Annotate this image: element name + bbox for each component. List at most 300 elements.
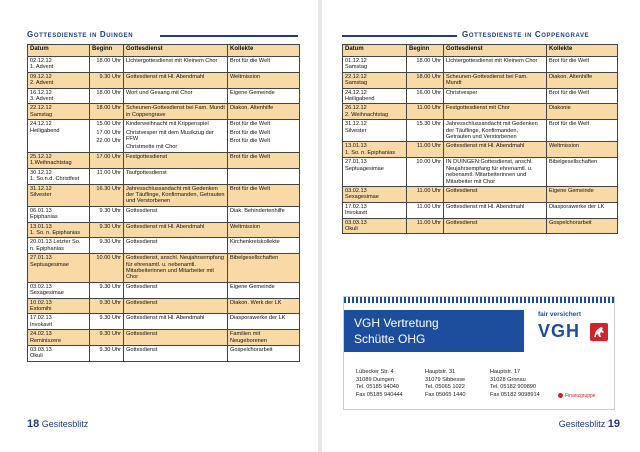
cell-date [28, 57, 90, 73]
cell-line: Eigene Gemeinde [549, 187, 594, 194]
cell-date [28, 72, 90, 88]
cell-line: 03.02.13 [30, 283, 52, 290]
cell-line: Sexagesimae [30, 290, 64, 297]
cell-line: Invokavit [345, 210, 368, 217]
cell-line: 24.12.12 [30, 121, 52, 128]
cell-line: Lichtergottesdienst mit Kleinem Chor [126, 58, 218, 64]
right-heading-rule [342, 35, 457, 37]
cell-time [90, 72, 124, 88]
cell-line: Brot für die Welt [230, 58, 271, 64]
cell-service [124, 222, 228, 238]
cell-time [90, 346, 124, 362]
cell-line: 30.12.12 [30, 169, 52, 176]
cell-line: 1.Weihnachtstag [30, 160, 72, 167]
cell-line: Festgottesdienst mit Chor [446, 105, 510, 112]
table-row [343, 72, 618, 88]
cell-line: Jahresschlussandacht mit Gedenken der Täuflinge, Konfirmanden, Getrauten und Verstorbenen [126, 185, 225, 205]
cell-line: 10.00 Uhr [96, 255, 121, 262]
right-page-label: Gesitesblitz [558, 419, 606, 429]
column-header: Datum [28, 45, 90, 57]
cell-line: Weltmission [230, 223, 261, 230]
cell-line: Weltmission [549, 143, 580, 150]
table-row [28, 57, 300, 73]
cell-line: 16.12.12 [30, 89, 52, 96]
cell-line: Brot für die Welt [549, 89, 590, 96]
cell-coll [547, 72, 618, 88]
cell-coll [228, 88, 300, 104]
cell-line: 18.00 Uhr [96, 58, 121, 64]
cell-time [90, 57, 124, 73]
cell-date [28, 88, 90, 104]
table-row [28, 152, 300, 168]
cell-line: 24.12.12 [345, 89, 367, 96]
cell-line: 11.00 Uhr [416, 105, 441, 112]
cell-time [407, 158, 444, 187]
cell-line: 27.01.13 [345, 159, 367, 166]
cell-date [28, 152, 90, 168]
vgh-brand [532, 309, 612, 355]
cell-date [28, 184, 90, 206]
cell-line: Okuli [30, 353, 43, 360]
cell-line: Taufgottesdienst [126, 169, 167, 176]
left-page-label: Gesitesblitz [41, 419, 89, 429]
cell-line: 9.30 Uhr [99, 239, 121, 246]
cell-coll [228, 330, 300, 346]
cell-line: 01.12.12 [345, 58, 367, 64]
cell-coll [547, 120, 618, 142]
cell-line: 09.12.12 [30, 73, 52, 80]
cell-service [124, 238, 228, 254]
cell-line: 9.30 Uhr [99, 283, 121, 290]
cell-line: 15.30 Uhr [416, 121, 441, 128]
cell-service [124, 152, 228, 168]
cell-line: 20.01.13 Letzter So. [30, 239, 81, 246]
cell-service [444, 88, 547, 104]
cell-time [90, 152, 124, 168]
cell-coll [228, 346, 300, 362]
cell-line: Brot für die Welt [230, 153, 271, 160]
cell-date [28, 222, 90, 238]
cell-line: Gottesdienst [126, 207, 158, 214]
cell-line: Brot für die Welt [230, 138, 271, 145]
cell-line: Diakonie [549, 105, 571, 112]
cell-line: Eigene Gemeinde [230, 89, 275, 96]
cell-line: Weltmission [230, 73, 261, 80]
table-row [343, 104, 618, 120]
cell-line: Septuagesimae [30, 261, 69, 268]
cell-service [124, 346, 228, 362]
cell-time [407, 218, 444, 234]
cell-line: 31.12.12 [345, 121, 367, 128]
cell-line: Scheunen-Gottesdienst bei Fam. Mundt in Coppengrave [126, 105, 225, 118]
cell-time [407, 202, 444, 218]
table-row [28, 282, 300, 298]
office-duingen [356, 369, 403, 399]
cell-service [124, 184, 228, 206]
cell-service [124, 254, 228, 283]
cell-date [343, 72, 407, 88]
office-fax: Fax 05185 940444 [356, 391, 403, 398]
cell-line: Gottesdienst mit Hl. Abendmahl [126, 315, 205, 322]
cell-line: 16.00 Uhr [416, 89, 441, 96]
cell-line: Gospelchorarbeit [549, 219, 592, 226]
cell-service [124, 120, 228, 153]
cell-line: 11.00 Uhr [416, 203, 441, 210]
cell-coll [547, 218, 618, 234]
cell-date [28, 314, 90, 330]
cell-line: 2. Weihnachtstag [345, 111, 389, 118]
table-row [28, 222, 300, 238]
cell-line: 9.30 Uhr [99, 207, 121, 214]
cell-time [90, 184, 124, 206]
cell-line: Gottesdienst mit Hl. Abendmahl [126, 223, 205, 230]
cell-line: Samstag [30, 111, 53, 118]
cell-time [90, 206, 124, 222]
cell-line: 17.00 Uhr [96, 153, 121, 160]
table-row [28, 120, 300, 153]
cell-line: 11.00 Uhr [96, 169, 121, 176]
table-row [343, 142, 618, 158]
cell-date [28, 206, 90, 222]
column-header: Datum [343, 45, 407, 57]
cell-date [28, 298, 90, 314]
table-row [28, 168, 300, 184]
cell-line: Gottesdienst [126, 283, 158, 290]
cell-line: Scheunen-Gottesdienst bei Fam. Mundt [446, 73, 528, 87]
office-sibbesse [425, 369, 465, 399]
cell-date [28, 330, 90, 346]
cell-line: Festgottesdienst [126, 153, 168, 160]
cell-line: Silvester [345, 127, 367, 134]
cell-service [124, 330, 228, 346]
office-city: 31028 Gronau [490, 376, 526, 383]
cell-coll [228, 282, 300, 298]
cell-date [343, 218, 407, 234]
cell-line: 24.02.13 [30, 331, 52, 338]
cell-line: 18.00 Uhr [416, 58, 441, 64]
table-row [343, 120, 618, 142]
table-row [28, 254, 300, 283]
office-city: 31079 Sibbesse [425, 376, 466, 383]
cell-line: 03.03.13 [30, 347, 52, 354]
cell-service [124, 57, 228, 73]
cell-line: Bibelgesellschaften [549, 159, 598, 166]
office-street: Lübecker Str. 4 [356, 369, 394, 375]
cell-line: Brot für die Welt [549, 58, 590, 64]
cell-line: 10.00 Uhr [416, 159, 441, 166]
cell-service [444, 186, 547, 202]
cell-line: 16.30 Uhr [96, 185, 121, 192]
cell-line: Gottesdienst [126, 239, 158, 246]
cell-line: 18.00 Uhr [96, 105, 121, 112]
cell-time [90, 168, 124, 184]
cell-line: Okuli [345, 225, 358, 232]
cell-line: 9.30 Uhr [99, 331, 121, 338]
cell-coll [228, 168, 300, 184]
office-tel: Tel. 05185 94040 [356, 384, 399, 391]
cell-time [407, 104, 444, 120]
column-header: Kollekte [228, 45, 300, 57]
cell-coll [547, 186, 618, 202]
table-row [28, 346, 300, 362]
cell-line: Wort und Gesang mit Chor [126, 89, 193, 96]
cell-line: Christmette mit Chor [126, 144, 178, 151]
right-heading: Gottesdienste in Coppengrave [462, 30, 590, 39]
cell-line: Diakon. Werk der LK [230, 299, 282, 306]
cell-coll [547, 57, 618, 73]
office-gronau [490, 369, 540, 399]
cell-line: Gottesdienst mit Hl. Abendmahl [446, 143, 525, 150]
cell-coll [228, 238, 300, 254]
cell-line: 13.01.13 [345, 143, 367, 150]
cell-line: 22.00 Uhr [96, 138, 121, 145]
cell-line: Brot für die Welt [230, 121, 271, 128]
cell-line: 18.00 Uhr [96, 89, 121, 96]
cell-coll [228, 206, 300, 222]
cell-service [444, 72, 547, 88]
sparkasse-logo [558, 393, 596, 399]
table-row [28, 72, 300, 88]
cell-coll [228, 314, 300, 330]
cell-line: n. Epiphanias [30, 245, 64, 252]
ad-title-box [344, 310, 524, 352]
cell-line: 17.00 Uhr [96, 129, 121, 136]
cell-line: 15.00 Uhr [96, 121, 121, 128]
cell-line: Reminiszere [30, 337, 62, 344]
cell-line: Diasporawerke der LK [230, 315, 286, 322]
cell-line: Diakon. Altenhilfe [230, 105, 274, 112]
cell-line: 22.12.12 [345, 73, 367, 80]
table-row [28, 104, 300, 120]
column-header: Beginn [407, 45, 444, 57]
cell-time [90, 330, 124, 346]
cell-service [444, 142, 547, 158]
cell-date [343, 186, 407, 202]
left-page-num: 18 [27, 418, 40, 430]
cell-line: Invokavit [30, 321, 53, 328]
cell-coll [228, 184, 300, 206]
table-row [343, 57, 618, 73]
office-street: Hauptstr. 17 [490, 369, 521, 375]
cell-line: Sexagesimae [345, 194, 379, 201]
cell-service [444, 158, 547, 187]
cell-time [90, 314, 124, 330]
table-row [28, 88, 300, 104]
table-row [28, 298, 300, 314]
table-row [28, 184, 300, 206]
cell-service [124, 88, 228, 104]
cell-line: 1. So. n. Epiphanias [30, 229, 81, 236]
table-row [343, 158, 618, 187]
cell-time [90, 120, 124, 153]
cell-line: Heiligabend [30, 127, 60, 134]
cell-line: Gospelchorarbeit [230, 347, 273, 354]
horse-icon [590, 323, 608, 341]
cell-line: Brot für die Welt [549, 121, 590, 128]
cell-coll [228, 72, 300, 88]
cell-line: 3. Advent [30, 96, 54, 103]
cell-line: 26.12.12 [345, 105, 367, 112]
cell-coll [228, 120, 300, 153]
cell-line: Gottesdienst [126, 331, 158, 338]
cell-time [407, 72, 444, 88]
cell-line: 13.01.13 [30, 223, 52, 230]
right-page-number [559, 418, 620, 430]
cell-service [124, 104, 228, 120]
cell-service [444, 57, 547, 73]
cell-line: 27.01.13 [30, 255, 52, 262]
cell-time [407, 186, 444, 202]
cell-date [343, 158, 407, 187]
cell-date [28, 168, 90, 184]
cell-coll [547, 158, 618, 187]
cell-line: Kirchenkreiskollekte [230, 239, 280, 246]
cell-coll [228, 222, 300, 238]
right-schedule-table [342, 44, 618, 234]
cell-time [90, 238, 124, 254]
office-street: Hauptstr. 31 [425, 369, 456, 375]
cell-date [28, 282, 90, 298]
cell-line: Eigene Gemeinde [230, 283, 275, 290]
cell-coll [228, 298, 300, 314]
cell-line: 9.30 Uhr [99, 299, 121, 306]
cell-line: Samstag [345, 80, 368, 87]
cell-line: 9.30 Uhr [99, 347, 121, 354]
cell-line: Christvesper mit dem Musikzug der FFW [126, 129, 214, 143]
cell-line: 2. Advent [30, 80, 54, 87]
table-row [343, 186, 618, 202]
cell-line: Bibelgesellschaften [230, 255, 279, 262]
cell-line: 17.02.13 [345, 203, 367, 210]
cell-line: Lichtergottesdienst mit Kleinem Chor [446, 58, 538, 64]
cell-line: Jahresschlussandacht mit Gedenken der Täuflinge, Konfirmanden, Getrauten und Verstorbenen [446, 121, 538, 141]
cell-line: 11.00 Uhr [416, 187, 441, 194]
cell-service [124, 206, 228, 222]
cell-service [124, 314, 228, 330]
cell-line: Gottesdienst mit Hl. Abendmahl [446, 203, 525, 210]
vgh-logo: VGH [538, 321, 581, 341]
table-row [28, 238, 300, 254]
ad-title-line1: VGH Vertretung [354, 316, 439, 330]
cell-line: Diasporawerke der LK [549, 203, 605, 210]
cell-date [343, 142, 407, 158]
cell-coll [547, 104, 618, 120]
cell-line: Septuagesimae [345, 165, 384, 172]
cell-line: 9.30 Uhr [99, 73, 121, 80]
office-fax: Fax 05182 9098914 [490, 391, 540, 398]
table-row [28, 330, 300, 346]
cell-line: Christvesper [446, 89, 478, 96]
cell-line: Gottesdienst [126, 299, 158, 306]
office-city: 31089 Duingen [356, 376, 394, 383]
vgh-advertisement [343, 296, 615, 410]
cell-line: 1. So. n. Epiphanias [345, 149, 396, 156]
cell-time [90, 282, 124, 298]
office-tel: Tel. 05065 1022 [425, 384, 465, 391]
column-header: Gottesdienst [124, 45, 228, 57]
cell-time [90, 298, 124, 314]
cell-line: Estomihi [30, 306, 52, 312]
cell-line: 22.12.12 [30, 105, 52, 112]
cell-line: Gottesdienst mit Hl. Abendmahl [126, 73, 205, 80]
cell-date [343, 104, 407, 120]
ad-stripe [344, 297, 614, 303]
cell-line: Kinderweihnacht mit Krippenspiel [126, 121, 209, 128]
right-page-num: 19 [607, 418, 620, 430]
office-tel: Tel. 05182 909890 [490, 384, 537, 391]
cell-line: 1. So.n.d. Christfest [30, 176, 80, 183]
left-heading-rule [160, 35, 298, 37]
cell-line: Diakon. Altenhilfe [549, 73, 593, 80]
cell-line: 31.12.12 [30, 185, 52, 192]
cell-line: Familien mit Neugeborenen [230, 331, 268, 344]
cell-line: 17.02.13 [30, 315, 52, 322]
cell-date [343, 57, 407, 73]
cell-time [90, 254, 124, 283]
cell-line [230, 170, 297, 176]
left-page [0, 0, 318, 452]
cell-line: 9.30 Uhr [99, 315, 121, 322]
left-schedule-table [27, 44, 300, 362]
cell-service [124, 168, 228, 184]
cell-time [90, 104, 124, 120]
cell-service [124, 298, 228, 314]
cell-service [444, 120, 547, 142]
cell-coll [547, 202, 618, 218]
cell-line: Epiphanias [30, 214, 58, 221]
cell-line: Diak. Behindertenhilfe [230, 207, 285, 214]
cell-line: Heiligabend [345, 96, 375, 103]
cell-coll [228, 152, 300, 168]
cell-service [444, 218, 547, 234]
cell-time [90, 88, 124, 104]
table-header-row [28, 45, 300, 57]
cell-line: 10.02.13 [30, 299, 52, 306]
cell-service [124, 72, 228, 88]
cell-line: Gottesdienst [446, 219, 478, 226]
cell-date [343, 88, 407, 104]
column-header: Kollekte [547, 45, 618, 57]
cell-coll [547, 88, 618, 104]
sparkasse-icon [558, 393, 563, 398]
cell-line: 03.02.13 [345, 187, 367, 194]
cell-service [444, 104, 547, 120]
cell-time [407, 142, 444, 158]
cell-line: 18.00 Uhr [416, 73, 441, 80]
cell-line: 11.00 Uhr [416, 219, 441, 226]
cell-coll [228, 104, 300, 120]
cell-coll [547, 142, 618, 158]
cell-line: 1. Advent [30, 64, 54, 71]
cell-line: Brot für die Welt [230, 185, 271, 192]
left-page-number [27, 418, 88, 430]
cell-line: Gottesdienst, anschl. Neujahrsempfang für ehrenamtl. u. nebenamtl. Mitarbeiterinnen und Mitarbeiter mit Chor [126, 255, 224, 281]
cell-date [28, 104, 90, 120]
ad-claim: fair versichert [538, 311, 581, 318]
cell-date [28, 346, 90, 362]
cell-service [124, 282, 228, 298]
office-fax: Fax 05065 1440 [425, 391, 466, 398]
cell-time [90, 222, 124, 238]
cell-time [407, 57, 444, 73]
cell-coll [228, 57, 300, 73]
table-row [28, 206, 300, 222]
cell-line: 11.00 Uhr [416, 143, 441, 150]
cell-coll [228, 254, 300, 283]
cell-service [444, 202, 547, 218]
cell-line: 25.12.12 [30, 153, 52, 160]
cell-date [343, 202, 407, 218]
